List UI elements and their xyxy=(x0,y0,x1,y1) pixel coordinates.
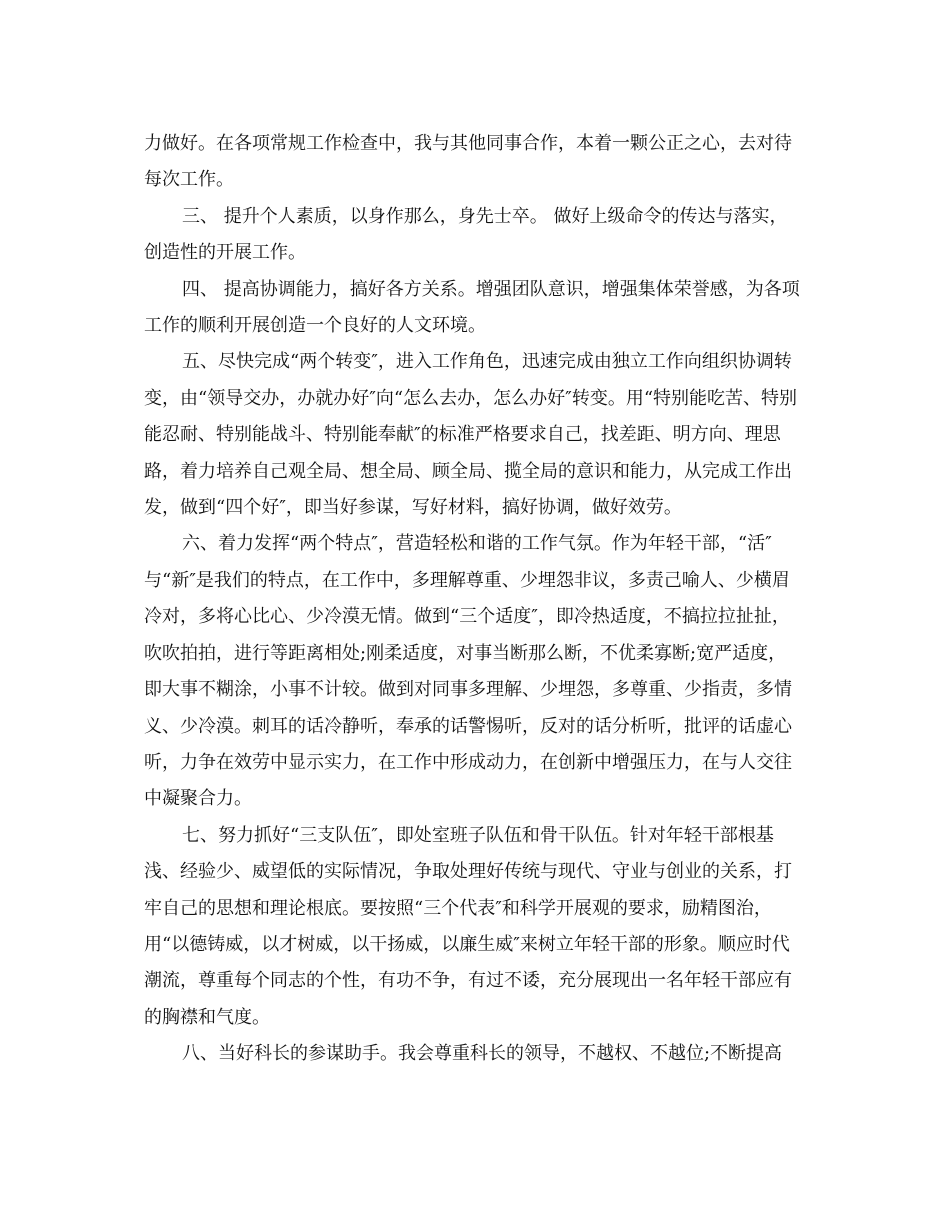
paragraph-item-6: 六、着力发挥“两个特点″，营造轻松和谐的工作气氛。作为年轻干部，“活″与“新″是我们的特点，在工作中，多理解尊重、少埋怨非议，多责己喻人、少横眉冷对，多将心比心、少冷漠无情。做到“三个适度″，即冷热适度，不搞拉拉扯扯，吹吹拍拍，进行等距离相处;刚柔适度，对事当断那么断，不优柔寡断;宽严适度，即大事不糊涂，小事不计较。做到对同事多理解、少埋怨，多尊重、少指责，多情义、少冷漠。刺耳的话冷静听，奉承的话警惕听，反对的话分析听，批评的话虚心听，力争在效劳中显示实力，在工作中形成动力，在创新中增强压力，在与人交往中凝聚合力。 xyxy=(144,533,792,810)
paragraph-item-3: 三、 提升个人素质，以身作那么，身先士卒。 做好上级命令的传达与落实，创造性的开展工作。 xyxy=(144,205,788,264)
document-body xyxy=(144,126,804,1073)
paragraph-item-5: 五、尽快完成“两个转变″，进入工作角色，迅速完成由独立工作向组织协调转变，由“领导交办，办就办好″向“怎么去办，怎么办好″转变。用“特别能吃苦、特别能忍耐、特别能战斗、特别能奉献″的标准严格要求自己，找差距、明方向、理思路，着力培养自己观全局、想全局、顾全局、揽全局的意识和能力，从完成工作出发，做到“四个好″，即当好参谋，写好材料，搞好协调，做好效劳。 xyxy=(144,351,798,519)
paragraph-continuation: 力做好。在各项常规工作检查中，我与其他同事合作，本着一颗公正之心，去对待每次工作。 xyxy=(144,133,792,191)
paragraph-item-4: 四、 提高协调能力，搞好各方关系。增强团队意识，增强集体荣誉感，为各项工作的顺利开展创造一个良好的人文环境。 xyxy=(144,278,800,337)
paragraph-item-7: 七、努力抓好“三支队伍″，即处室班子队伍和骨干队伍。针对年轻干部根基浅、经验少、威望低的实际情况，争取处理好传统与现代、守业与创业的关系，打牢自己的思想和理论根底。要按照“三个代表″和科学开展观的要求，励精图治，用“以德铸威，以才树威，以干扬威，以廉生威″来树立年轻干部的形象。顺应时代潮流，尊重每个同志的个性，有功不争，有过不诿，充分展现出一名年轻干部应有的胸襟和气度。 xyxy=(144,824,792,1028)
paragraph-item-8: 八、当好科长的参谋助手。我会尊重科长的领导，不越权、不越位;不断提高 xyxy=(182,1043,783,1065)
